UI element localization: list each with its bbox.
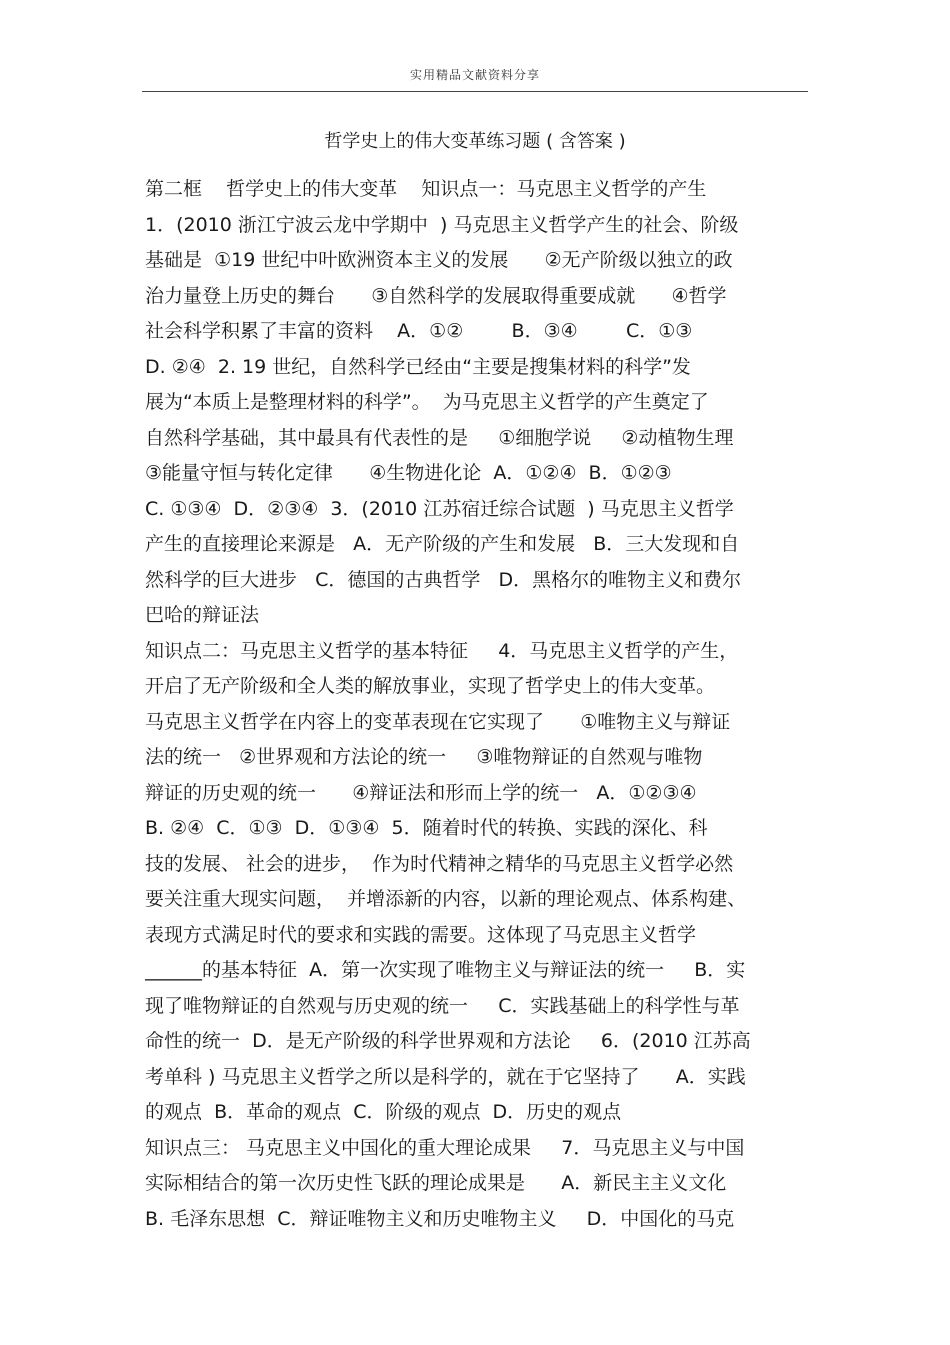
- text-line: 知识点二：马克思主义哲学的基本特征 4．马克思主义哲学的产生，: [145, 639, 739, 662]
- text-line: 辩证的历史观的统一 ④辩证法和形而上学的统一 A．①②③④: [145, 781, 697, 804]
- text-line: 产生的直接理论来源是 A．无产阶级的产生和发展 B．三大发现和自: [145, 533, 740, 555]
- document-body: [145, 172, 810, 1237]
- text-line: 展为“本质上是整理材料的科学”。 为马克思主义哲学的产生奠定了: [145, 391, 709, 413]
- text-line: 技的发展、 社会的进步， 作为时代精神之精华的马克思主义哲学必然: [145, 852, 734, 875]
- text-line: 巴哈的辩证法: [145, 604, 260, 626]
- document-title: 哲学史上的伟大变革练习题 ( 含答案 ): [324, 131, 626, 152]
- text-line: B. ②④ C．①③ D．①③④ 5．随着时代的转换、实践的深化、科: [145, 817, 708, 839]
- text-line: D. ②④ 2. 19 世纪，自然科学已经由“主要是搜集材料的科学”发: [145, 355, 691, 378]
- text-line: 法的统一 ②世界观和方法论的统一 ③唯物辩证的自然观与唯物: [145, 746, 703, 768]
- text-line: ______的基本特征 A．第一次实现了唯物主义与辩证法的统一 B．实: [145, 959, 746, 981]
- text-line: 命性的统一 D．是无产阶级的科学世界观和方法论 6．(2010 江苏高: [145, 1030, 751, 1052]
- text-line: 的观点 B．革命的观点 C．阶级的观点 D．历史的观点: [145, 1101, 622, 1123]
- text-line: 实际相结合的第一次历史性飞跃的理论成果是 A．新民主主义文化: [145, 1172, 727, 1194]
- text-line: 第二框 哲学史上的伟大变革 知识点一：马克思主义哲学的产生: [145, 178, 707, 200]
- text-line: 社会科学积累了丰富的资料 A．①② B．③④ C．①③: [145, 320, 693, 342]
- text-line: 1．(2010 浙江宁波云龙中学期中 ) 马克思主义哲学产生的社会、阶级: [145, 213, 739, 236]
- text-line: 治力量登上历史的舞台 ③自然科学的发展取得重要成就 ④哲学: [145, 284, 727, 307]
- text-line: 自然科学基础，其中最具有代表性的是 ①细胞学说 ②动植物生理: [145, 426, 734, 449]
- text-line: 现了唯物辩证的自然观与历史观的统一 C．实践基础上的科学性与革: [145, 994, 740, 1017]
- header-divider: [142, 91, 808, 92]
- page-header: 实用精品文献资料分享: [409, 68, 540, 82]
- text-line: 知识点三： 马克思主义中国化的重大理论成果 7．马克思主义与中国: [145, 1136, 745, 1159]
- text-line: 马克思主义哲学在内容上的变革表现在它实现了 ①唯物主义与辩证: [145, 710, 731, 733]
- text-line: 考单科 ) 马克思主义哲学之所以是科学的，就在于它坚持了 A．实践: [145, 1065, 746, 1088]
- text-line: 基础是 ①19 世纪中叶欧洲资本主义的发展 ②无产阶级以独立的政: [145, 249, 733, 271]
- text-line: C. ①③④ D．②③④ 3．(2010 江苏宿迁综合试题 ) 马克思主义哲学: [145, 497, 734, 520]
- text-line: B. 毛泽东思想 C．辩证唯物主义和历史唯物主义 D．中国化的马克: [145, 1207, 735, 1230]
- text-line: 开启了无产阶级和全人类的解放事业，实现了哲学史上的伟大变革。: [145, 675, 716, 697]
- text-line: 要关注重大现实问题， 并增添新的内容，以新的理论观点、体系构建、: [145, 888, 747, 910]
- text-line: 表现方式满足时代的要求和实践的需要。这体现了马克思主义哲学: [145, 923, 697, 946]
- text-line: ③能量守恒与转化定律 ④生物进化论 A．①②④ B．①②③: [145, 462, 672, 484]
- text-line: 然科学的巨大进步 C．德国的古典哲学 D．黑格尔的唯物主义和费尔: [145, 568, 742, 591]
